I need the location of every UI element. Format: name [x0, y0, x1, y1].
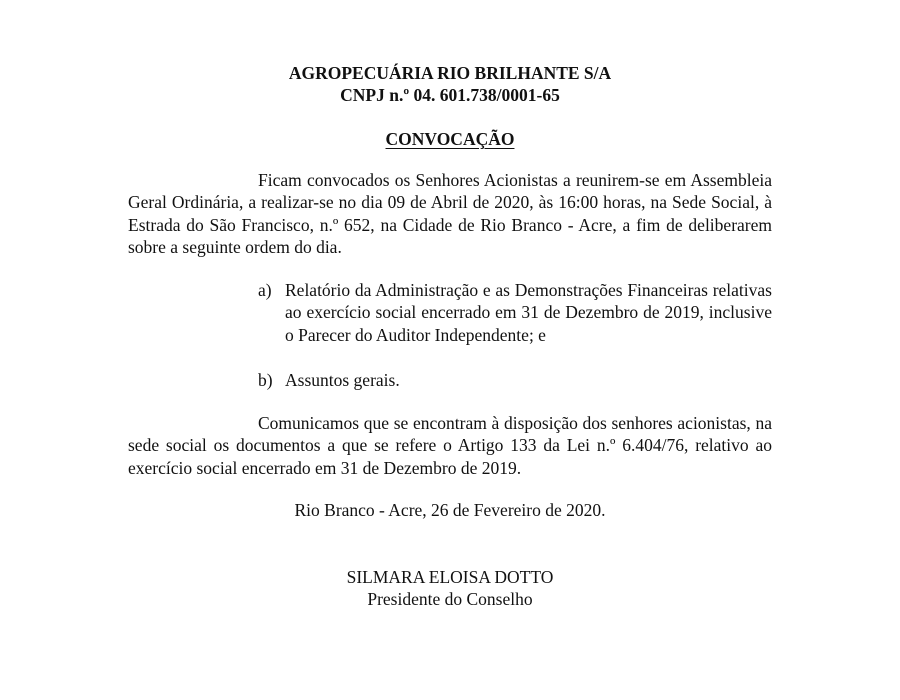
place-and-date: Rio Branco - Acre, 26 de Fevereiro de 2020. [294, 500, 606, 520]
agenda-text: Relatório da Administração e as Demonstrações Financeiras relativas ao exercício social encerrado em 31 de Dezembro de 2019, inclusive o Parecer do Auditor Independente; e [285, 279, 772, 345]
agenda-item-b [258, 369, 772, 392]
agenda-marker: a) [258, 279, 272, 300]
company-name: AGROPECUÁRIA RIO BRILHANTE S/A [288, 63, 612, 83]
signature-name: SILMARA ELOISA DOTTO [346, 566, 554, 587]
company-cnpj: CNPJ n.º 04. 601.738/0001-65 [340, 85, 560, 105]
convocation-paragraph: Ficam convocados os Senhores Acionistas a reunirem-se em Assembleia Geral Ordinária, a realizar-se no dia 09 de Abril de 2020, às 16:00 horas, na Sede Social, à Estrada do São Francisco, n.º 652, na Cidade de Rio Branco - Acre, a fim de deliberarem sobre a seguinte ordem do dia. [128, 169, 772, 257]
document-title: CONVOCAÇÃO [385, 129, 515, 149]
agenda-text: Assuntos gerais. [285, 370, 400, 390]
agenda-item-a [258, 279, 772, 347]
agenda-marker: b) [258, 370, 273, 390]
agenda-list [258, 279, 772, 392]
document [128, 62, 772, 611]
documents-availability-paragraph: Comunicamos que se encontram à disposição dos senhores acionistas, na sede social os documentos a que se refere o Artigo 133 da Lei n.º 6.404/76, relativo ao exercício social encerrado em 31 de Dezembro de 2019. [128, 412, 772, 478]
signature-role: Presidente do Conselho [367, 589, 533, 609]
